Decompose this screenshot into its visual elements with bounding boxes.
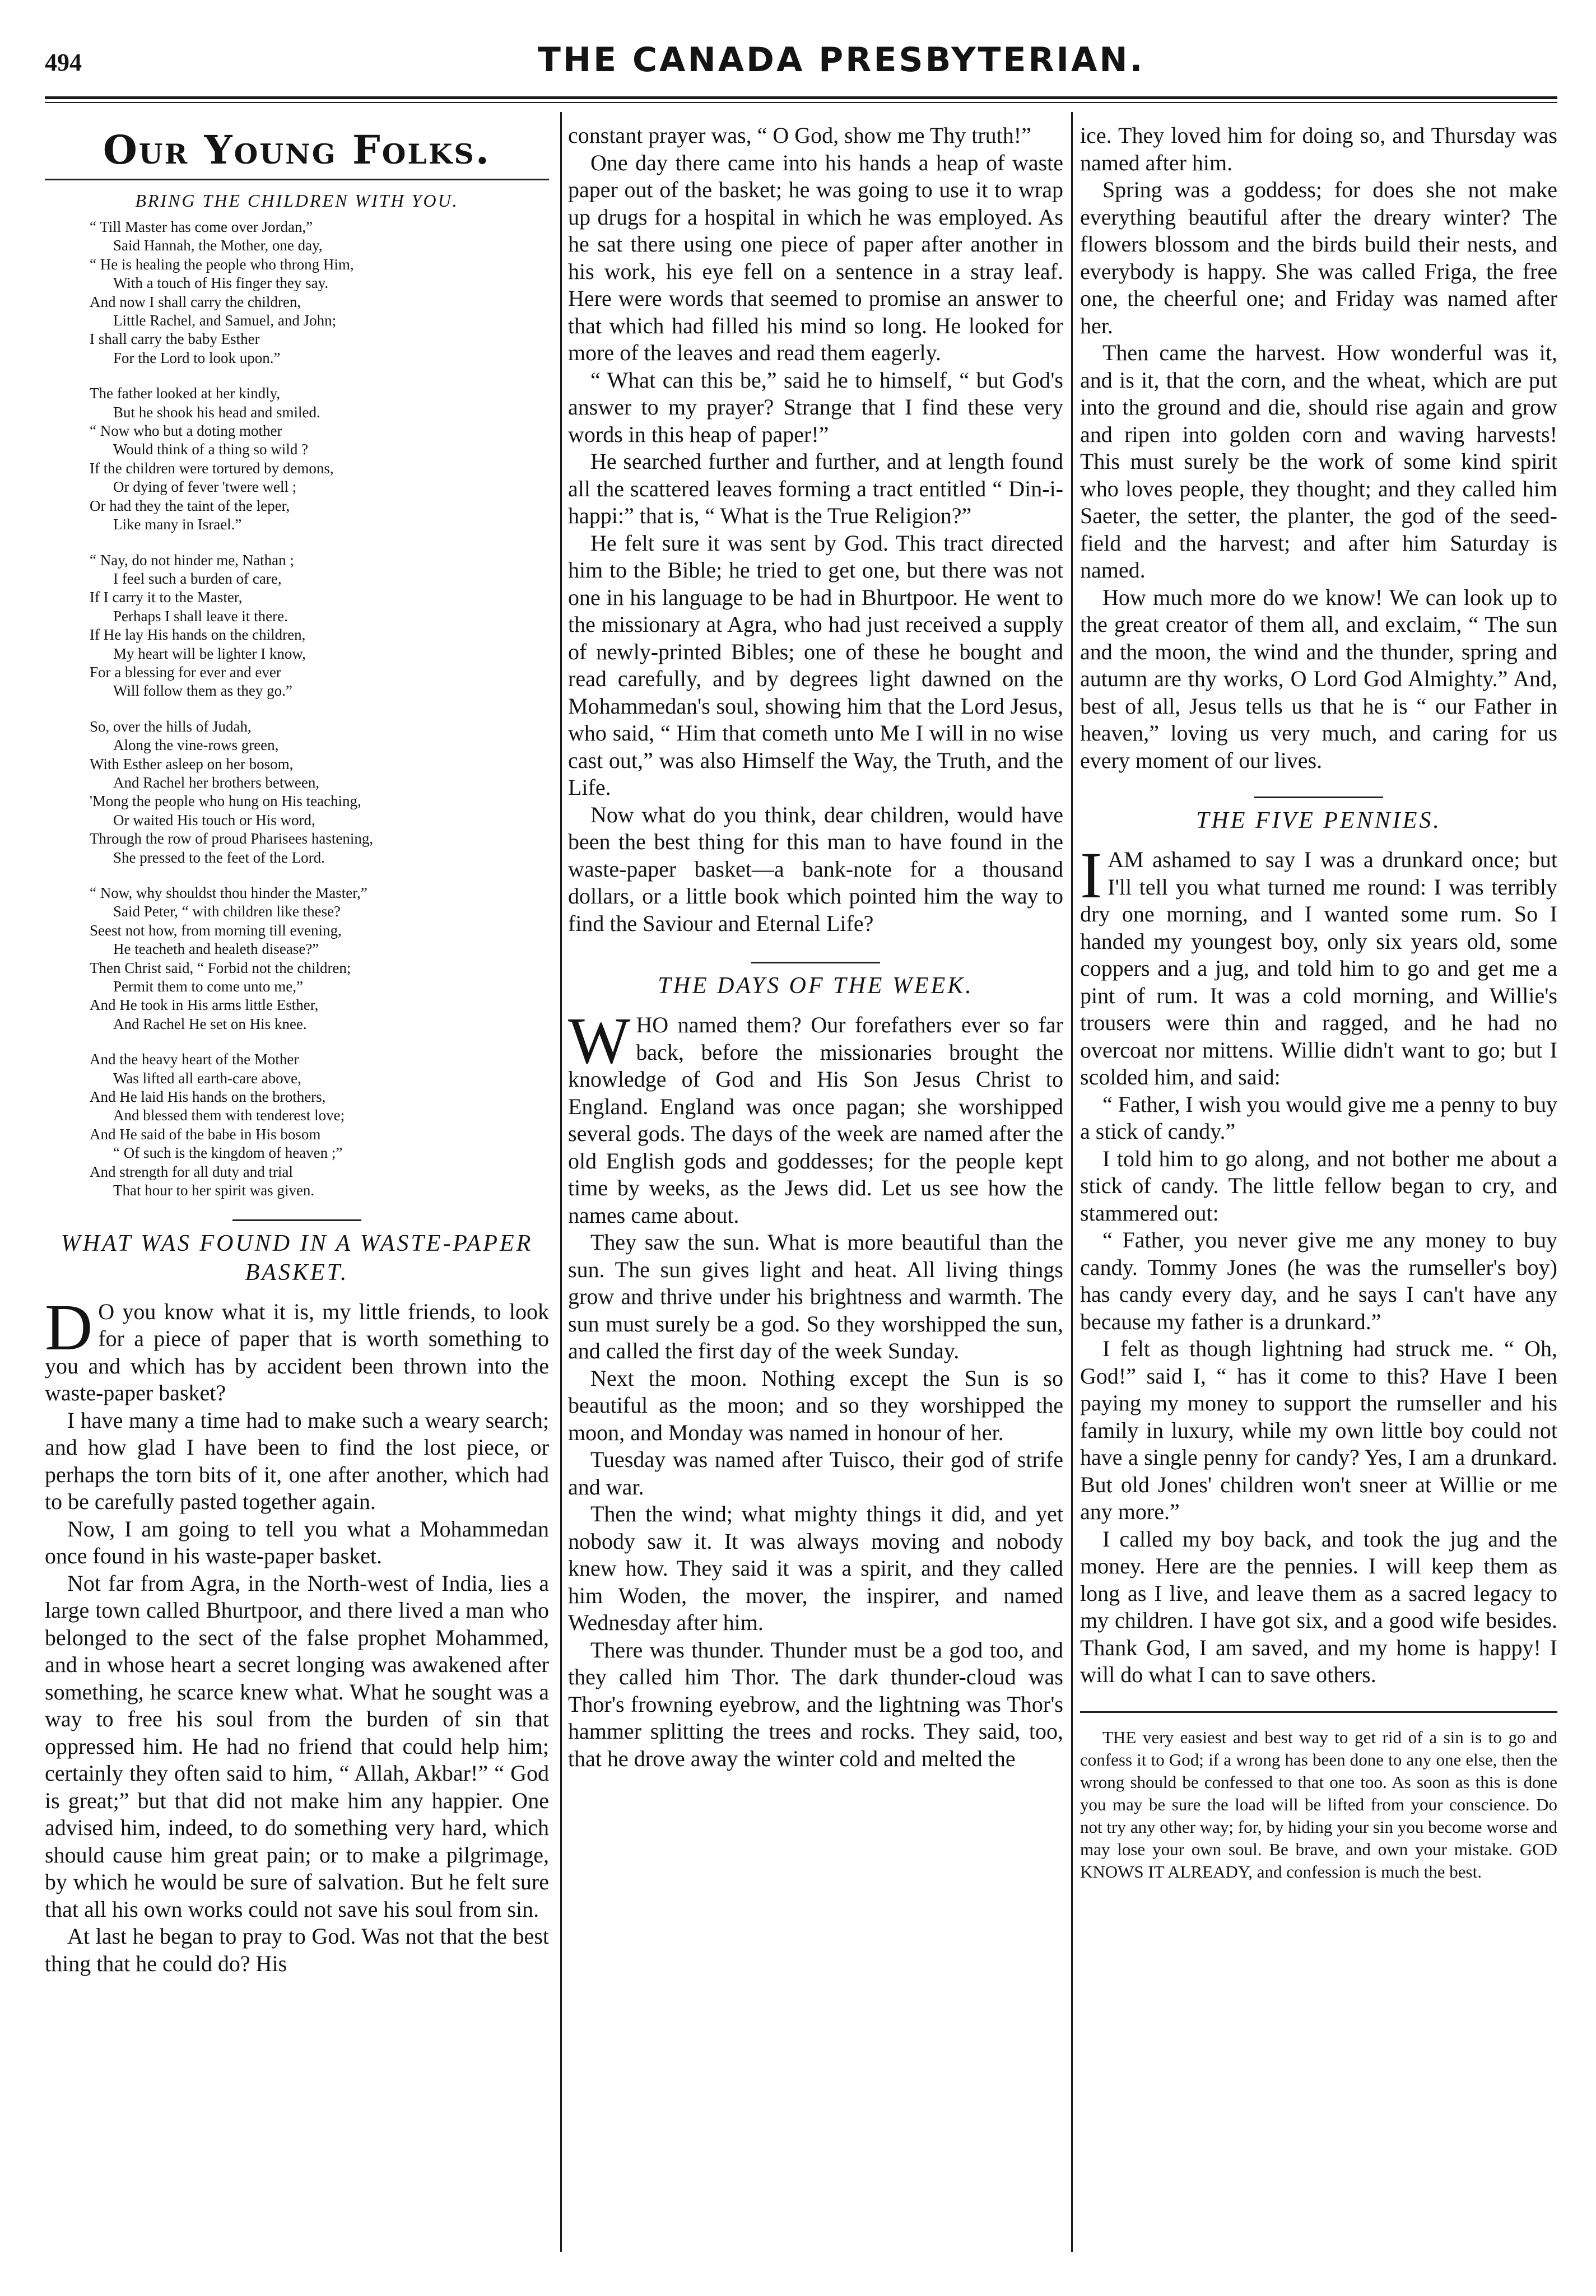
paragraph: Spring was a goddess; for does she not make everything beautiful after the dreary winter? The flowers blossom and the birds build their nests, and everybody is happy. She was called Friga, the free one, the cheerful one; and Friday was named after her. bbox=[1080, 177, 1557, 338]
paragraph: Not far from Agra, in the North-west of India, lies a large town called Bhurtpoor, and there lived a man who belonged to the sect of the false prophet Mohammed, and in whose heart a secret longing was awakened after something, he scarce knew what. What he sought was a way to free his soul from the burden of sin that oppressed him. He had no friend that could help him; certainly they often said to him, “ Allah, Akbar!” “ God is great;” but that did not make him any happier. One advised him, indeed, to do something very hard, which should cause him great pain; or to make a pilgrimage, by which he would be sure of salvation. But he felt sure that all his own works could not save his soul from sin. bbox=[45, 1570, 549, 1922]
section-rule bbox=[232, 1219, 361, 1221]
article-title: THE FIVE PENNIES. bbox=[1196, 808, 1441, 833]
paragraph: They saw the sun. What is more beautiful than the sun. The sun gives light and heat. All living things grow and thrive under his brightness and warmth. The sun must surely be a god. So they worshipped the sun, and called the first day of the week Sunday. bbox=[568, 1229, 1063, 1363]
poem-line: Seest not how, from morning till evening, bbox=[90, 921, 342, 939]
paragraph: One day there came into his hands a heap of waste paper out of the basket; he was going to use it to wrap up drugs for a hospital in which he was employed. As he sat there using one piece of paper after another in his work, his eye fell on a sentence in a stray leaf. Here were words that seemed to promise an answer to that which had filled his mind so long. He looked for more of the leaves and read them eagerly. bbox=[568, 150, 1063, 365]
poem-line: And He laid His hands on the brothers, bbox=[90, 1088, 326, 1106]
poem-line: Little Rachel, and Samuel, and John; bbox=[113, 312, 337, 329]
poem-line: “ Now, why shouldst thou hinder the Master,” bbox=[90, 884, 367, 901]
poem-line: My heart will be lighter I know, bbox=[113, 645, 306, 662]
column-divider bbox=[560, 112, 562, 2252]
article-title: THE DAYS OF THE WEEK. bbox=[658, 973, 974, 999]
paragraph: I told him to go along, and not bother me about a stick of candy. The little fellow began to cry, and stammered out: bbox=[1080, 1145, 1557, 1226]
poem-line: Or waited His touch or His word, bbox=[113, 811, 315, 828]
poem-line: I shall carry the baby Esther bbox=[90, 330, 260, 348]
page-number: 494 bbox=[45, 49, 82, 76]
poem-line: Perhaps I shall leave it there. bbox=[113, 607, 288, 625]
paragraph: I have many a time had to make such a weary search; and how glad I have been to find the lost piece, or perhaps the torn bits of it, one after another, which had to be carefully pasted together again. bbox=[45, 1407, 549, 1514]
poem-line: Or had they the taint of the leper, bbox=[90, 497, 290, 514]
poem-line: Permit them to come unto me,” bbox=[113, 978, 303, 995]
paragraph: “ Father, I wish you would give me a penny to buy a stick of candy.” bbox=[1080, 1091, 1557, 1144]
poem-stanza bbox=[90, 1050, 549, 1200]
article-first-paragraph bbox=[568, 1004, 1063, 1229]
poem-line: For the Lord to look upon.” bbox=[113, 349, 281, 366]
poem-line: Like many in Israel.” bbox=[113, 516, 242, 533]
article-first-paragraph bbox=[1080, 839, 1557, 1091]
article-body bbox=[45, 1407, 549, 1978]
paragraph: He felt sure it was sent by God. This tract directed him to the Bible; he tried to get one, but there was not one in his language to be had in Bhurtpoor. He went to the missionary at Agra, who had just received a supply of newly-printed Bibles; one of these he bought and read carefully, and by degrees light dawned on the Mohammedan's soul, showing him that the Lord Jesus, who said, “ Him that cometh unto Me I will in no wise cast out,” was also Himself the Way, the Truth, and the Life. bbox=[568, 530, 1063, 800]
article-body bbox=[568, 1229, 1063, 1772]
poem-line: Then Christ said, “ Forbid not the children; bbox=[90, 959, 351, 976]
first-paragraph-text: O you know what it is, my little friends, to look for a piece of paper that is worth something to you and which has by accident been thrown into the waste-paper basket? bbox=[45, 1298, 549, 1405]
poem-line: With a touch of His finger they say. bbox=[113, 274, 329, 292]
poem-line: She pressed to the feet of the Lord. bbox=[113, 849, 325, 866]
paragraph: “ What can this be,” said he to himself, “ but God's answer to my prayer? Strange that I find these very words in this heap of paper!” bbox=[568, 367, 1063, 447]
poem-line: Was lifted all earth-care above, bbox=[113, 1069, 301, 1087]
section-heading: Our Young Folks. bbox=[45, 127, 549, 180]
poem-line: Would think of a thing so wild ? bbox=[113, 441, 309, 458]
paragraph: I called my boy back, and took the jug and the money. Here are the pennies. I will keep them as long as I live, and leave them as a sacred legacy to my children. I have got six, and a good wife besides. Thank God, I am saved, and my home is happy! I will do what I can to save others. bbox=[1080, 1526, 1557, 1687]
poem-line: Through the row of proud Pharisees hastening, bbox=[90, 830, 374, 847]
paragraph: constant prayer was, “ O God, show me Thy truth!” bbox=[568, 123, 1031, 148]
poem-line: If He lay His hands on the children, bbox=[90, 626, 306, 644]
closing-note-box bbox=[1080, 1711, 1557, 1883]
poem-line: And the heavy heart of the Mother bbox=[90, 1051, 299, 1068]
column-divider bbox=[1071, 112, 1073, 2252]
poem-line: Or dying of fever 'twere well ; bbox=[113, 478, 297, 496]
poem-line: If the children were tortured by demons, bbox=[90, 459, 334, 477]
poem-line: “ Now who but a doting mother bbox=[90, 422, 282, 440]
poem-line: The father looked at her kindly, bbox=[90, 385, 281, 402]
paragraph: Tuesday was named after Tuisco, their god of strife and war. bbox=[568, 1447, 1063, 1499]
poem-line: With Esther asleep on her bosom, bbox=[90, 755, 294, 772]
poem-line: He teacheth and healeth disease?” bbox=[113, 940, 319, 958]
drop-cap: W bbox=[568, 1004, 631, 1077]
poem-stanza bbox=[90, 718, 549, 867]
first-paragraph-text: HO named them? Our forefathers ever so far back, before the missionaries brought the knowledge of God and His Son Jesus Christ to England. England was once pagan; she worshipped several gods. The days of the week are named after the old English gods and goddesses; for the people kept time by weeks, as the Jews did. Let us see how the names came about. bbox=[568, 1012, 1063, 1228]
article-title: WHAT WAS FOUND IN A WASTE-PAPER BASKET. bbox=[61, 1230, 533, 1286]
paragraph: ice. They loved him for doing so, and Thursday was named after him. bbox=[1080, 123, 1557, 175]
poem-line: Will follow them as they go.” bbox=[113, 682, 292, 700]
poem-line: And He said of the babe in His bosom bbox=[90, 1125, 321, 1143]
poem-line: And Rachel her brothers between, bbox=[113, 774, 320, 791]
column-1 bbox=[45, 122, 549, 2262]
poem-line: I feel such a burden of care, bbox=[113, 570, 282, 587]
poem-stanza bbox=[90, 884, 549, 1033]
poem-line: If I carry it to the Master, bbox=[90, 589, 243, 606]
column-3 bbox=[1080, 122, 1557, 2262]
poem-line: So, over the hills of Judah, bbox=[90, 718, 252, 735]
paragraph: How much more do we know! We can look up to the great creator of them all, and exclaim, “ The sun and the moon, the wind and the thunder, spring and autumn are thy works, O Lord God Almighty.” And, best of all, Jesus tells us that he is “ our Father in heaven,” loving us very much, and caring for us every moment of our lives. bbox=[1080, 584, 1557, 773]
poem-line: And now I shall carry the children, bbox=[90, 293, 301, 310]
section-rule bbox=[1254, 797, 1383, 798]
drop-cap: I bbox=[1080, 839, 1102, 912]
poem-stanza bbox=[90, 384, 549, 534]
poem-stanza bbox=[90, 218, 549, 367]
article-continuation bbox=[568, 122, 1063, 937]
paragraph: He searched further and further, and at length found all the scattered leaves forming a tract entitled “ Din-i-happi:” that is, “ What is the True Religion?” bbox=[568, 449, 1063, 528]
poem-line: And strength for all duty and trial bbox=[90, 1163, 293, 1180]
article-first-paragraph bbox=[45, 1290, 549, 1407]
poem-line: Said Peter, “ with children like these? bbox=[113, 903, 341, 920]
paragraph: At last he began to pray to God. Was not that the best thing that he could do? His bbox=[45, 1924, 549, 1976]
poem-line: Along the vine-rows green, bbox=[113, 737, 279, 754]
poem-line: That hour to her spirit was given. bbox=[113, 1182, 315, 1199]
paragraph: I felt as though lightning had struck me. “ Oh, God!” said I, “ has it come to this? Have I been paying my money to support the rumseller and his family in luxury, while my own little boy could not have a single penny for candy? Yes, I am a drunkard. But old Jones' children won't sneer at Willie or me any more.” bbox=[1080, 1336, 1557, 1524]
poem-line: But he shook his head and smiled. bbox=[113, 403, 320, 421]
column-2 bbox=[568, 122, 1063, 2262]
poem-line: “ Of such is the kingdom of heaven ;” bbox=[113, 1144, 343, 1162]
paragraph: “ Father, you never give me any money to buy candy. Tommy Jones (he was the rumseller's boy) has candy every day, and he says I can't have any because my father is a drunkard.” bbox=[1080, 1227, 1557, 1334]
poem-line: 'Mong the people who hung on His teaching, bbox=[90, 793, 361, 810]
article-body bbox=[1080, 1091, 1557, 1689]
drop-cap: D bbox=[45, 1290, 93, 1364]
masthead-title: THE CANADA PRESBYTERIAN. bbox=[538, 40, 1145, 80]
poem-line: For a blessing for ever and ever bbox=[90, 663, 281, 681]
masthead-rule-thin bbox=[45, 102, 1557, 103]
poem-line: “ Till Master has come over Jordan,” bbox=[90, 218, 313, 235]
poem-line: Said Hannah, the Mother, one day, bbox=[113, 237, 323, 254]
article-continuation bbox=[1080, 122, 1557, 774]
paragraph: Then came the harvest. How wonderful was it, and is it, that the corn, and the wheat, which are put into the ground and die, should rise again and grow and ripen into golden corn and waving harvests! This must surely be the work of some kind spirit who loves people, they thought; and they called him Saeter, the setter, the planter, the god of the seed-field and the harvest; and after him Saturday is named. bbox=[1080, 340, 1557, 583]
poem bbox=[45, 218, 549, 1200]
paragraph: Now what do you think, dear children, would have been the best thing for this man to have found in the waste-paper basket—a bank-note for a thousand dollars, or a little book which pointed him the way to find the Saviour and Eternal Life? bbox=[568, 802, 1063, 936]
section-rule bbox=[751, 962, 880, 963]
poem-line: And blessed them with tenderest love; bbox=[113, 1107, 345, 1124]
closing-note: THE very easiest and best way to get rid of a sin is to go and confess it to God; if a wrong has been done to any one else, then the wrong should be confessed to that one too. As soon as this is done you may be sure the load will be lifted from your conscience. Do not try any other way; for, by hiding your sin you become worse and may lose your own soul. Be brave, and own your mistake. GOD KNOWS IT ALREADY, and confession is much the best. bbox=[1080, 1727, 1557, 1881]
poem-line: And He took in His arms little Esther, bbox=[90, 996, 319, 1014]
paragraph: Next the moon. Nothing except the Sun is so beautiful as the moon; and so they worshipped the moon, and Monday was named in honour of her. bbox=[568, 1365, 1063, 1445]
paragraph: Now, I am going to tell you what a Mohammedan once found in his waste-paper basket. bbox=[45, 1516, 549, 1568]
poem-title: BRING THE CHILDREN WITH YOU. bbox=[135, 190, 459, 211]
first-paragraph-text: AM ashamed to say I was a drunkard once; but I'll tell you what turned me round: I was terribly dry one morning, and I wanted some rum. So I handed my youngest boy, only six years old, some coppers and a jug, and told him to go and get me a pint of rum. It was a cold morning, and Willie's trousers were thin and ragged, and he had no overcoat nor mittens. Willie didn't want to go; but I scolded him, and said: bbox=[1080, 847, 1557, 1089]
poem-line: “ He is healing the people who throng Him, bbox=[90, 255, 354, 273]
poem-stanza bbox=[90, 551, 549, 701]
paragraph: Then the wind; what mighty things it did, and yet nobody saw it. It was always moving and nobody knew how. They said it was a spirit, and they called him Woden, the mover, the inspirer, and named Wednesday after him. bbox=[568, 1501, 1063, 1635]
poem-line: “ Nay, do not hinder me, Nathan ; bbox=[90, 551, 294, 569]
masthead-rule bbox=[45, 96, 1557, 99]
poem-line: And Rachel He set on His knee. bbox=[113, 1015, 307, 1032]
paragraph: There was thunder. Thunder must be a god too, and they called him Thor. The dark thunder-cloud was Thor's frowning eyebrow, and the lightning was Thor's hammer splitting the trees and rocks. They said, too, that he drove away the winter cold and melted the bbox=[568, 1637, 1063, 1771]
